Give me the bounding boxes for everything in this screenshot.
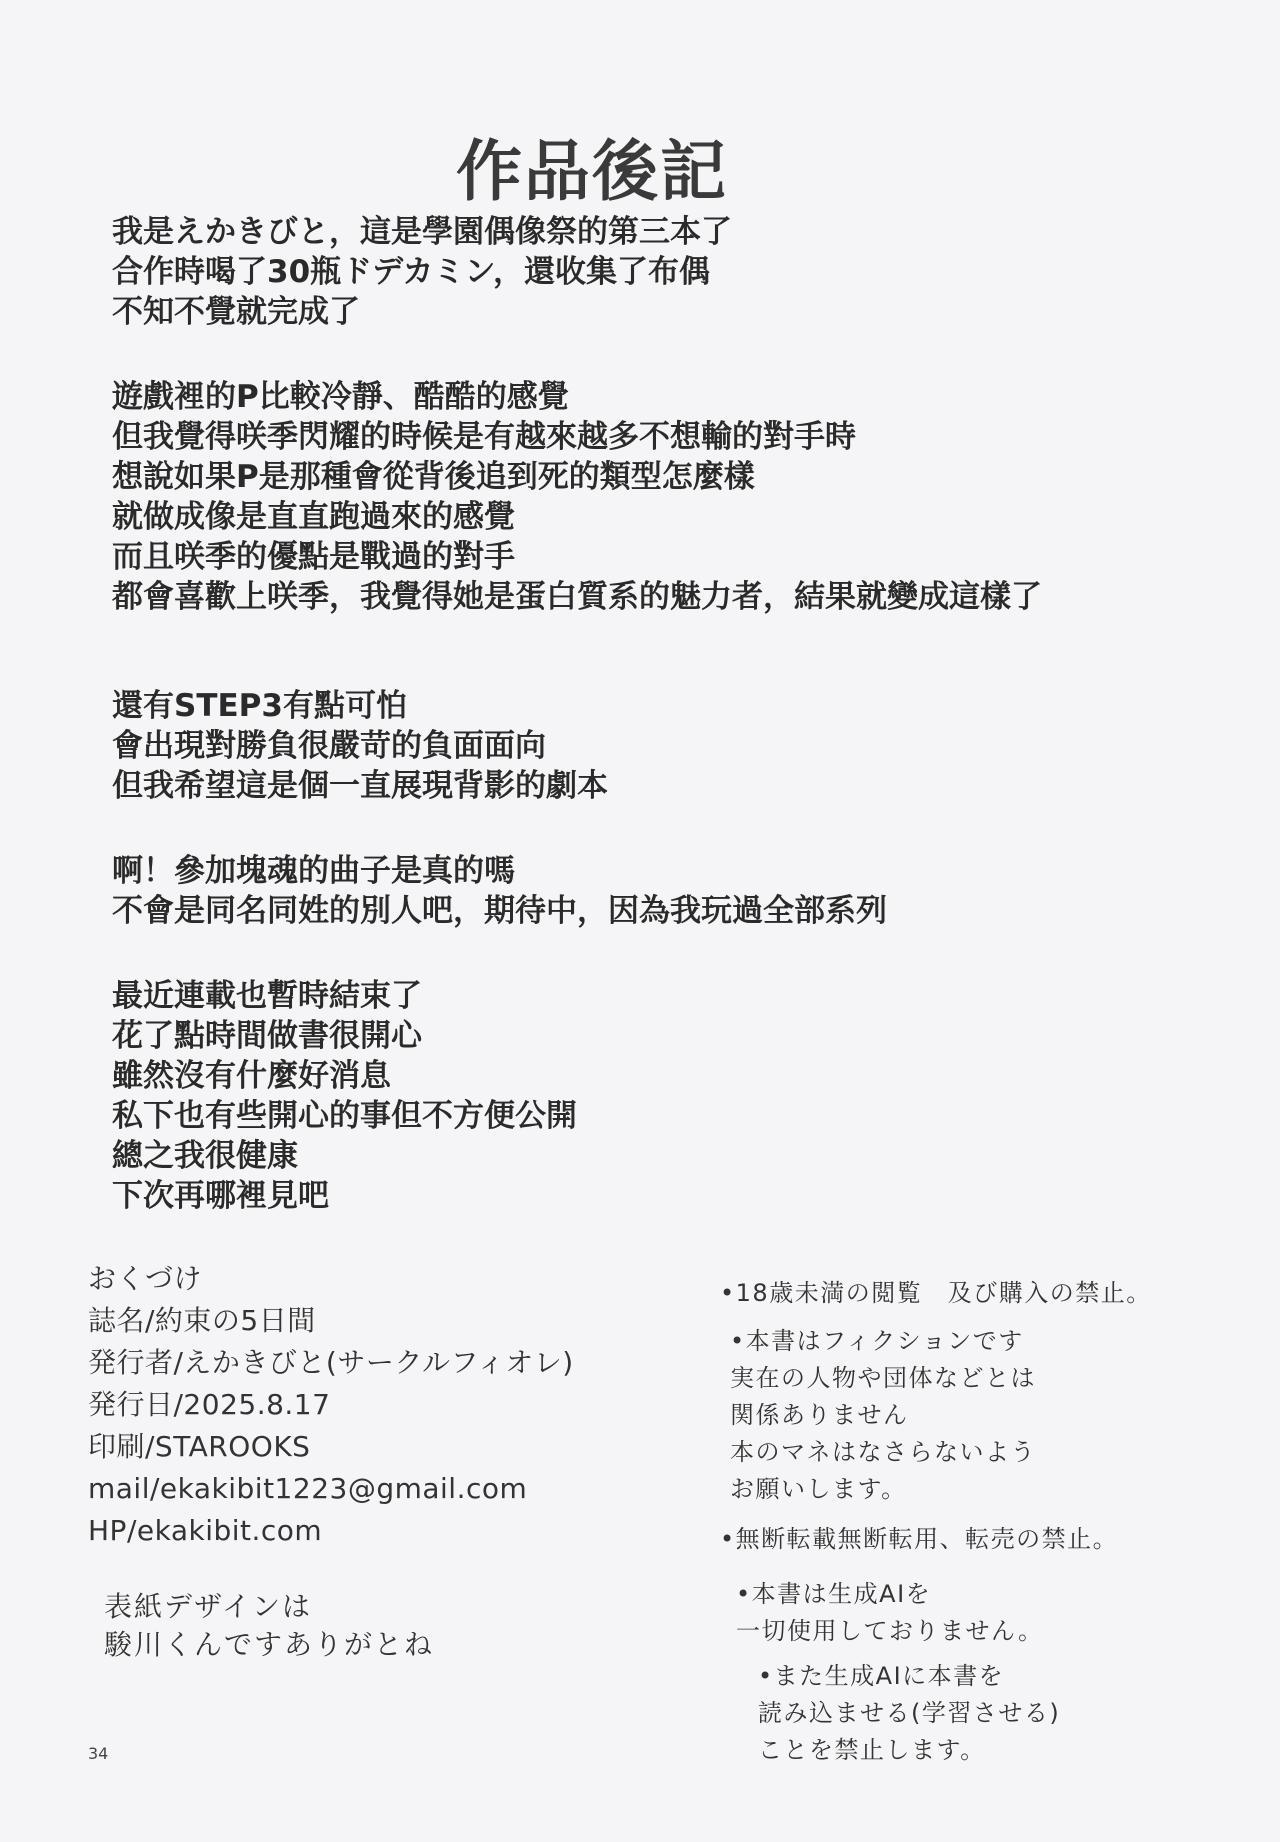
- notice-line: お願いします。: [730, 1475, 907, 1503]
- notice-line: •18歳未満の閲覧 及び購入の禁止。: [720, 1279, 1152, 1307]
- cover-credit: [104, 1588, 434, 1664]
- afterword-line: 我是えかきびと，這是學園偶像祭的第三本了: [112, 214, 732, 250]
- afterword-line: 不知不覺就完成了: [112, 294, 360, 330]
- colophon-homepage: HP/ekakibit.com: [88, 1514, 323, 1547]
- notice-no-ai-used: [736, 1576, 1043, 1650]
- afterword-line: 但我覺得咲季閃耀的時候是有越來越多不想輸的對手時: [112, 419, 856, 455]
- afterword-line: 而且咲季的優點是戰過的對手: [112, 539, 515, 575]
- notice-fiction: [730, 1323, 1036, 1508]
- notice-line: 実在の人物や団体などとは: [730, 1364, 1036, 1392]
- afterword-line: 最近連載也暫時結束了: [112, 978, 422, 1014]
- afterword-line: 下次再哪裡見吧: [112, 1178, 329, 1214]
- notice-line: •本書はフィクションです: [730, 1327, 1024, 1355]
- notice-age-restriction: [720, 1275, 1152, 1312]
- afterword-line: 還有STEP3有點可怕: [112, 688, 407, 724]
- notice-line: •また生成AIに本書を: [758, 1662, 1005, 1690]
- colophon-publisher: 発行者/えかきびと(サークルフィオレ): [88, 1346, 574, 1379]
- afterword-line: 不會是同名同姓的別人吧，期待中，因為我玩過全部系列: [112, 893, 887, 929]
- notice-line: 一切使用しておりません。: [736, 1617, 1044, 1645]
- afterword-line: 會出現對勝負很嚴苛的負面面向: [112, 728, 546, 764]
- afterword-line: 私下也有些開心的事但不方便公開: [112, 1098, 577, 1134]
- afterword-line: 都會喜歡上咲季，我覺得她是蛋白質系的魅力者，結果就變成這樣了: [112, 579, 1042, 615]
- notice-line: •本書は生成AIを: [736, 1580, 932, 1608]
- notice-line: •無断転載無断転用、転売の禁止。: [720, 1525, 1119, 1553]
- afterword-line: 花了點時間做書很開心: [112, 1018, 422, 1054]
- colophon-mail: mail/ekakibit1223@gmail.com: [88, 1472, 528, 1505]
- afterword-line: 但我希望這是個一直展現背影的劇本: [112, 768, 608, 804]
- notice-no-ai-training: [758, 1658, 1060, 1769]
- colophon-heading: おくづけ: [88, 1262, 203, 1295]
- afterword-line: 想說如果P是那種會從背後追到死的類型怎麼樣: [112, 459, 755, 495]
- afterword-line: 雖然沒有什麼好消息: [112, 1058, 391, 1094]
- cover-credit-line: 駿川くんですありがとね: [104, 1628, 435, 1661]
- afterword-paragraph-1: [112, 212, 732, 332]
- afterword-line: 總之我很健康: [112, 1138, 298, 1174]
- colophon-date: 発行日/2025.8.17: [88, 1388, 331, 1421]
- page-title: 作品後記: [456, 133, 728, 210]
- notice-no-reproduction: [720, 1521, 1118, 1558]
- colophon: [88, 1258, 574, 1552]
- colophon-title: 誌名/約束の5日間: [88, 1304, 316, 1337]
- afterword-paragraph-2: [112, 377, 1042, 617]
- colophon-printer: 印刷/STAROOKS: [88, 1430, 311, 1463]
- afterword-line: 遊戲裡的P比較冷靜、酷酷的感覺: [112, 379, 569, 415]
- notice-line: ことを禁止します。: [758, 1736, 986, 1764]
- notice-line: 本のマネはなさらないよう: [730, 1438, 1036, 1466]
- page-number: 34: [88, 1744, 109, 1763]
- afterword-line: 啊！參加塊魂的曲子是真的嗎: [112, 853, 515, 889]
- afterword-paragraph-3: [112, 686, 608, 806]
- afterword-line: 就做成像是直直跑過來的感覺: [112, 499, 515, 535]
- afterword-paragraph-4: [112, 851, 887, 931]
- notice-line: 関係ありません: [730, 1401, 909, 1429]
- afterword-line: 合作時喝了30瓶ドデカミン，還收集了布偶: [112, 254, 711, 290]
- cover-credit-line: 表紙デザインは: [104, 1590, 313, 1623]
- notice-line: 読み込ませる(学習させる): [758, 1699, 1061, 1727]
- afterword-paragraph-5: [112, 976, 577, 1216]
